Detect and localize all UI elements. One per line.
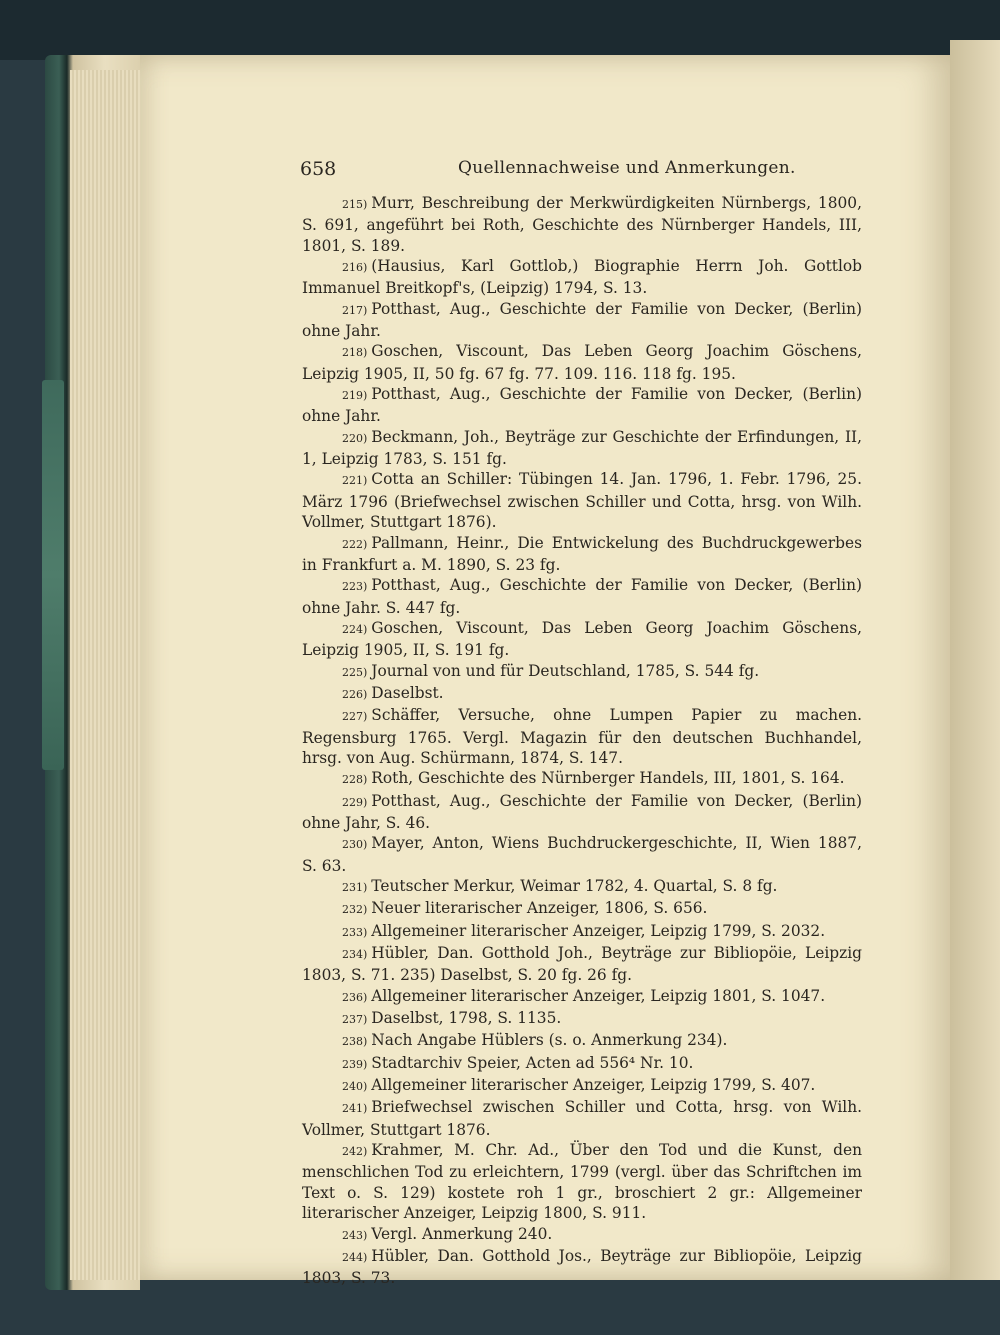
- note-item: [302, 986, 862, 1008]
- note-number: 233): [342, 925, 368, 939]
- note-number: 244): [342, 1250, 368, 1264]
- note-text: Goschen, Viscount, Das Leben Georg Joachim Göschens, Leipzig 1905, II, 50 fg. 67 fg. 77. 109. 116. 118 fg. 195.: [302, 342, 862, 383]
- note-item: [302, 833, 862, 876]
- note-number: 224): [342, 622, 368, 636]
- note-text: Vergl. Anmerkung 240.: [371, 1224, 553, 1243]
- note-number: 241): [342, 1102, 368, 1116]
- backdrop: [0, 0, 1000, 60]
- note-number: 230): [342, 838, 368, 852]
- note-text: (Hausius, Karl Gottlob,) Biographie Herrn Joh. Gottlob Immanuel Breitkopf's, (Leipzig) 1794, S. 13.: [302, 257, 862, 298]
- note-item: [302, 299, 862, 342]
- note-number: 219): [342, 389, 368, 403]
- note-item: [302, 1224, 862, 1246]
- note-item: [302, 683, 862, 705]
- note-text: Stadtarchiv Speier, Acten ad 556⁴ Nr. 10.: [371, 1053, 694, 1072]
- note-item: [302, 876, 862, 898]
- note-item: [302, 193, 862, 256]
- note-number: 223): [342, 580, 368, 594]
- note-number: 243): [342, 1228, 368, 1242]
- note-text: Daselbst.: [371, 683, 444, 702]
- note-item: [302, 1053, 862, 1075]
- note-text: Krahmer, M. Chr. Ad., Über den Tod und die Kunst, den menschlichen Tod zu erleichtern, 1799 (vergl. über das Schriftchen im Text o. S. 129) kostete roh 1 gr., broschiert 2 gr.: Allgemeiner literarischer Anzeiger, Leipzig 1800, S. 911.: [302, 1141, 862, 1223]
- note-number: 215): [342, 198, 368, 211]
- note-number: 231): [342, 881, 368, 894]
- note-number: 216): [342, 261, 368, 275]
- note-text: Daselbst, 1798, S. 1135.: [371, 1009, 562, 1028]
- note-text: Roth, Geschichte des Nürnberger Handels, III, 1801, S. 164.: [371, 769, 845, 788]
- note-item: [302, 1075, 862, 1097]
- note-item: [302, 943, 862, 986]
- note-number: 218): [342, 346, 368, 360]
- note-item: [302, 1097, 862, 1140]
- note-number: 240): [342, 1080, 368, 1094]
- note-item: [302, 768, 862, 790]
- note-text: Schäffer, Versuche, ohne Lumpen Papier zu machen. Regensburg 1765. Vergl. Magazin für den deutschen Buchhandel, hrsg. von Aug. Schürmann, 1874, S. 147.: [302, 706, 862, 767]
- note-text: Potthast, Aug., Geschichte der Familie von Decker, (Berlin) ohne Jahr. S. 447 fg.: [302, 576, 862, 617]
- note-item: [302, 427, 862, 470]
- book-spine-cloth: [42, 380, 64, 770]
- note-number: 238): [342, 1035, 368, 1049]
- note-number: 227): [342, 710, 368, 724]
- running-title: Quellennachweise und Anmerkungen.: [458, 158, 796, 178]
- note-item: [302, 384, 862, 427]
- note-number: 228): [342, 773, 368, 787]
- note-text: Potthast, Aug., Geschichte der Familie von Decker, (Berlin) ohne Jahr.: [302, 299, 862, 341]
- note-number: 237): [342, 1013, 368, 1027]
- note-text: Hübler, Dan. Gotthold Joh., Beyträge zur Bibliopöie, Leipzig 1803, S. 71. 235) Daselbst, S. 20 fg. 26 fg.: [302, 944, 862, 985]
- notes-list: [302, 193, 862, 1289]
- note-text: Potthast, Aug., Geschichte der Familie von Decker, (Berlin) ohne Jahr.: [302, 385, 862, 426]
- note-text: Cotta an Schiller: Tübingen 14. Jan. 1796, 1. Febr. 1796, 25. März 1796 (Briefwechsel zwischen Schiller und Cotta, hrsg. von Wilh. Vollmer, Stuttgart 1876).: [302, 470, 862, 532]
- note-number: 242): [342, 1145, 368, 1159]
- note-number: 236): [342, 990, 368, 1004]
- note-text: Briefwechsel zwischen Schiller und Cotta, hrsg. von Wilh. Vollmer, Stuttgart 1876.: [302, 1098, 862, 1139]
- note-item: [302, 791, 862, 834]
- note-number: 225): [342, 665, 368, 679]
- note-text: Allgemeiner literarischer Anzeiger, Leipzig 1801, S. 1047.: [371, 986, 826, 1005]
- note-text: Hübler, Dan. Gotthold Jos., Beyträge zur Bibliopöie, Leipzig 1803, S. 73.: [302, 1246, 862, 1288]
- note-text: Murr, Beschreibung der Merkwürdigkeiten Nürnbergs, 1800, S. 691, angeführt bei Roth, Geschichte des Nürnberger Handels, III, 1801, S. 189.: [302, 194, 862, 255]
- note-text: Mayer, Anton, Wiens Buchdruckergeschichte, II, Wien 1887, S. 63.: [302, 834, 862, 875]
- page-number: 658: [300, 158, 337, 180]
- note-text: Pallmann, Heinr., Die Entwickelung des Buchdruckgewerbes in Frankfurt a. M. 1890, S. 23 fg.: [302, 533, 862, 574]
- note-number: 234): [342, 948, 368, 962]
- page-stack-edges: [70, 70, 140, 1280]
- note-item: [302, 921, 862, 943]
- note-text: Beckmann, Joh., Beyträge zur Geschichte der Erfindungen, II, 1, Leipzig 1783, S. 151 fg.: [302, 427, 862, 469]
- note-item: [302, 1246, 862, 1289]
- note-item: [302, 705, 862, 768]
- note-text: Journal von und für Deutschland, 1785, S. 544 fg.: [371, 661, 760, 680]
- note-item: [302, 1030, 862, 1052]
- note-item: [302, 1008, 862, 1030]
- note-number: 217): [342, 303, 368, 317]
- note-item: [302, 341, 862, 384]
- note-number: 232): [342, 903, 368, 917]
- note-item: [302, 661, 862, 683]
- note-number: 221): [342, 474, 368, 488]
- note-text: Teutscher Merkur, Weimar 1782, 4. Quartal, S. 8 fg.: [371, 877, 778, 895]
- note-text: Potthast, Aug., Geschichte der Familie von Decker, (Berlin) ohne Jahr, S. 46.: [302, 791, 862, 832]
- note-number: 222): [342, 537, 368, 551]
- note-number: 239): [342, 1057, 368, 1071]
- note-text: Nach Angabe Hüblers (s. o. Anmerkung 234).: [371, 1031, 728, 1050]
- note-item: [302, 469, 862, 532]
- note-text: Neuer literarischer Anzeiger, 1806, S. 656.: [371, 899, 708, 918]
- note-item: [302, 898, 862, 920]
- facing-page-edge: [950, 40, 1000, 1280]
- note-item: [302, 1140, 862, 1223]
- note-text: Allgemeiner literarischer Anzeiger, Leipzig 1799, S. 2032.: [371, 921, 826, 940]
- note-number: 226): [342, 687, 368, 701]
- note-text: Goschen, Viscount, Das Leben Georg Joachim Göschens, Leipzig 1905, II, S. 191 fg.: [302, 618, 862, 660]
- note-item: [302, 618, 862, 661]
- note-item: [302, 256, 862, 299]
- note-text: Allgemeiner literarischer Anzeiger, Leipzig 1799, S. 407.: [371, 1076, 816, 1095]
- page-header: [300, 158, 860, 186]
- note-item: [302, 533, 862, 576]
- note-number: 229): [342, 795, 368, 809]
- note-number: 220): [342, 431, 368, 445]
- note-item: [302, 575, 862, 618]
